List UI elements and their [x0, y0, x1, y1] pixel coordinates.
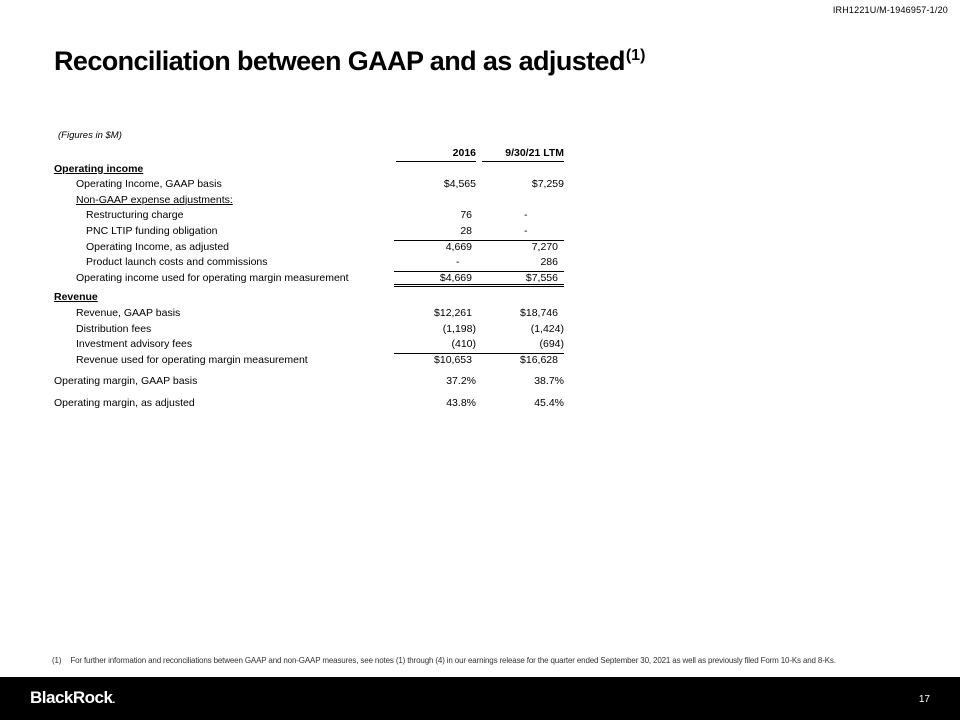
table-row	[54, 374, 564, 390]
column-header-ltm: 9/30/21 LTM	[482, 146, 564, 162]
table-row	[54, 353, 564, 369]
value-ltm: 45.4%	[534, 396, 564, 409]
column-header-2016: 2016	[396, 146, 476, 162]
row-label: Investment advisory fees	[76, 338, 193, 351]
value-ltm: (1,424)	[530, 322, 564, 335]
row-label: Operating Income, as adjusted	[86, 240, 230, 253]
row-label: Distribution fees	[76, 322, 152, 335]
section-heading-operating	[54, 162, 564, 178]
brand-dot: .	[112, 695, 115, 706]
value-2016: $4,669	[439, 271, 472, 284]
value-ltm: 286	[540, 256, 558, 269]
blackrock-logo	[30, 688, 115, 708]
value-ltm: $7,259	[531, 178, 564, 191]
value-2016: (410)	[451, 338, 476, 351]
footnote-number: (1)	[52, 656, 62, 665]
value-2016: (1,198)	[442, 322, 476, 335]
footnote-text: For further information and reconciliations between GAAP and non-GAAP measures, see notes (1) through (4) in our earnings release for the quarter ended September 30, 2021 as well as previously filed Form 10-Ks and 8-Ks.	[70, 656, 836, 665]
table-row	[54, 193, 564, 209]
table-row	[54, 322, 564, 338]
table-row	[54, 337, 564, 353]
table-row: Product launch costs and commissions - 286	[54, 255, 564, 271]
table-row	[54, 306, 564, 322]
row-label: Operating Income, GAAP basis	[76, 178, 222, 191]
footer-bar	[0, 677, 960, 720]
page-title-text: Reconciliation between GAAP and as adjusted	[54, 46, 625, 76]
page-number: 17	[918, 694, 930, 705]
value-ltm: $7,556	[525, 271, 558, 284]
table-row: Restructuring charge 76 -	[54, 208, 564, 224]
revenue-heading: Revenue	[54, 291, 98, 304]
value-2016: $4,565	[443, 178, 476, 191]
operating-income-heading: Operating income	[54, 162, 144, 175]
brand-name: BlackRock	[30, 688, 113, 707]
title-footnote-ref: (1)	[625, 47, 646, 64]
value-ltm: (694)	[539, 338, 564, 351]
value-2016: 4,669	[445, 240, 472, 253]
value-2016: $10,653	[434, 353, 472, 366]
value-2016: 37.2%	[446, 375, 476, 388]
row-label: Revenue used for operating margin measurement	[76, 353, 308, 366]
table-row	[54, 177, 564, 193]
figures-note: (Figures in $M)	[58, 130, 122, 141]
row-label: Restructuring charge	[86, 209, 184, 222]
table-row	[54, 271, 564, 287]
section-heading-revenue	[54, 290, 564, 306]
row-label: PNC LTIP funding obligation	[86, 224, 218, 237]
value-ltm: $18,746	[520, 306, 558, 319]
row-label: Operating margin, GAAP basis	[54, 375, 198, 388]
value-2016: 43.8%	[446, 396, 476, 409]
page-title	[54, 46, 645, 77]
document-id: IRH1221U/M-1946957-1/20	[832, 5, 948, 15]
non-gaap-subheading: Non-GAAP expense adjustments:	[76, 193, 233, 206]
value-ltm: 7,270	[531, 240, 558, 253]
table-row	[54, 240, 564, 256]
row-label: Operating margin, as adjusted	[54, 396, 195, 409]
row-label: Operating income used for operating margin measurement	[76, 271, 349, 284]
row-label: Product launch costs and commissions	[86, 256, 268, 269]
double-underline	[394, 284, 564, 287]
table-row	[54, 396, 564, 412]
footnote	[52, 656, 836, 665]
value-2016: 76	[460, 209, 472, 222]
column-header-row	[54, 146, 564, 162]
value-2016: 28	[460, 224, 472, 237]
value-ltm: 38.7%	[534, 375, 564, 388]
reconciliation-table	[54, 146, 564, 412]
value-ltm: $16,628	[520, 353, 558, 366]
table-row: PNC LTIP funding obligation 28 -	[54, 224, 564, 240]
row-label: Revenue, GAAP basis	[76, 306, 181, 319]
value-2016: $12,261	[434, 306, 472, 319]
